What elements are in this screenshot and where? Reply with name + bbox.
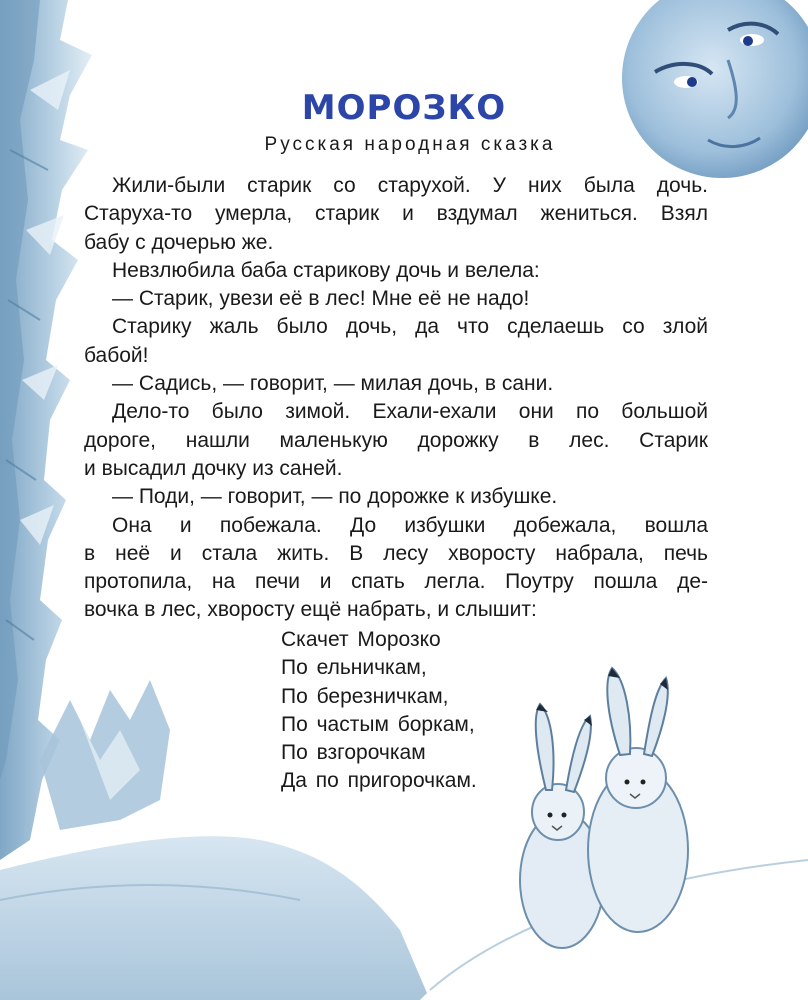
story-line: бабой! [84, 343, 149, 367]
story-line: протопила, на печи и спать легла. Поутру пошла де- [84, 570, 708, 594]
verse-line: По взгорочкам [281, 741, 426, 765]
story-line: Дело-то было зимой. Ехали-ехали они по большой [112, 400, 708, 424]
story-line: — Старик, увези её в лес! Мне её не надо! [112, 287, 530, 311]
snow-hares [520, 668, 688, 948]
verse-line: По березничкам, [281, 684, 449, 708]
snow-ground [0, 836, 430, 1000]
story-line: Она и побежала. До избушки добежала, вошла [112, 513, 708, 537]
story-line: Невзлюбила баба старикову дочь и велела: [112, 258, 540, 282]
story-line: и высадил дочку из саней. [84, 456, 343, 480]
story-line: дороге, нашли маленькую дорожку в лес. Старик [84, 428, 708, 452]
story-line: Старуха-то умерла, старик и вздумал жениться. Взял [84, 202, 708, 226]
verse-block [281, 626, 477, 796]
snowy-bushes [40, 680, 170, 830]
story-line: бабу с дочерью же. [84, 230, 274, 254]
story-line: — Садись, — говорит, — милая дочь, в сани. [112, 372, 554, 396]
verse-line: Скачет Морозко [281, 628, 441, 651]
verse-line: По частым боркам, [281, 712, 475, 736]
story-line: — Поди, — говорит, — по дорожке к избушке. [112, 485, 558, 509]
verse-line: По ельничкам, [281, 656, 427, 680]
story-line: в неё и стала жить. В лесу хворосту набрала, печь [84, 541, 708, 565]
story-text [84, 172, 708, 625]
story-line: Старику жаль было дочь, да что сделаешь со злой [112, 315, 708, 339]
verse-line: Да по пригорочкам. [281, 769, 477, 793]
story-title: МОРОЗКО [301, 88, 507, 128]
story-line: вочка в лес, хворосту ещё набрать, и слышит: [84, 598, 537, 622]
story-line: Жили-были старик со старухой. У них была дочь. [112, 174, 708, 197]
story-subtitle: Русская народная сказка [264, 134, 556, 155]
